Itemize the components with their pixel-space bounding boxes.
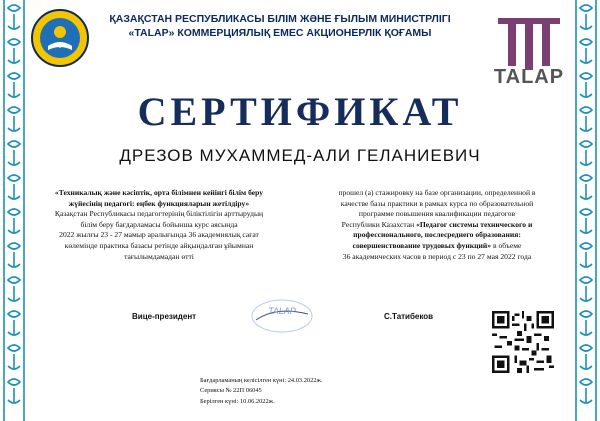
ru-line-6 — [306, 241, 568, 252]
ministry-emblem-icon — [30, 8, 90, 68]
ministry-header — [100, 12, 460, 40]
kz-line-1: «Техникалық және кәсіптік, орта білімнен кейінгі білім беру — [54, 188, 264, 197]
ru-line-4-bold: «Педагог системы технического и — [416, 219, 533, 229]
signer-position: Вице-президент — [132, 312, 197, 321]
approval-date: Бағдарламаның келісілген күні: 24.03.2022ж. — [200, 377, 323, 384]
issue-date: Берілген күні: 10.06.2022ж. — [200, 397, 275, 405]
ru-line-6-bold: совершенствование трудовых функций» — [352, 240, 492, 250]
ru-line-5: профессионального, послесреднего образования: — [353, 230, 521, 240]
qr-code-icon — [492, 311, 554, 373]
ornament-border-left — [0, 0, 28, 421]
kz-line-3: Қазақстан Республикасы педагогтерінің біліктілігін арттырудың — [54, 209, 264, 219]
ru-line-2: качестве базы практики в рамках курса по образовательной — [340, 198, 534, 208]
kz-line-4: білім беру бағдарламасы бойынша курс аясында — [80, 219, 238, 229]
ru-line-4 — [306, 220, 568, 231]
stamp-text: TALAP — [268, 306, 296, 316]
ministry-line-1: ҚАЗАҚСТАН РЕСПУБЛИКАСЫ БІЛІМ ЖӘНЕ ҒЫЛЫМ МИНИСТРЛІГІ — [109, 13, 451, 25]
kazakh-text-block — [34, 188, 284, 262]
ru-line-1: прошел (а) стажировку на базе организации, определенной в — [338, 188, 536, 197]
ru-line-6-post: в объеме — [491, 240, 522, 250]
kz-line-6: көлемінде практика базасы ретінде айқындалған ұйымнан — [64, 240, 254, 250]
ru-line-4-pre: Республики Казахстан — [341, 219, 417, 229]
signer-name: С.Татибеков — [384, 312, 434, 321]
stamp-seal — [248, 294, 316, 334]
ru-line-3: программе повышения квалификации педагогов — [358, 209, 516, 219]
series-number: Сериясы № 22П 06045 — [200, 387, 262, 395]
footer-info — [200, 376, 323, 407]
talap-wordmark: TALAP — [493, 66, 565, 88]
kz-line-5: 2022 жылғы 23 - 27 мамыр аралығында 36 академиялық сағат — [59, 230, 259, 240]
ornament-border-right — [572, 0, 600, 421]
certificate-title: СЕРТИФИКАТ — [137, 89, 463, 134]
kz-line-7: тағылымдамадан өтті — [124, 251, 194, 261]
recipient-name: ДРЕЗОВ МУХАММЕД-АЛИ ГЕЛАНИЕВИЧ — [119, 146, 481, 165]
ru-line-7: 36 академических часов в период с 23 по 27 мая 2022 года — [342, 251, 532, 261]
russian-text-block — [306, 188, 568, 262]
ministry-line-2: «TALAP» КОММЕРЦИЯЛЫҚ ЕМЕС АКЦИОНЕРЛІК ҚОҒАМЫ — [128, 27, 432, 39]
kz-line-2: жүйесінің педагогі: еңбек функцияларын жетілдіру» — [68, 198, 250, 208]
